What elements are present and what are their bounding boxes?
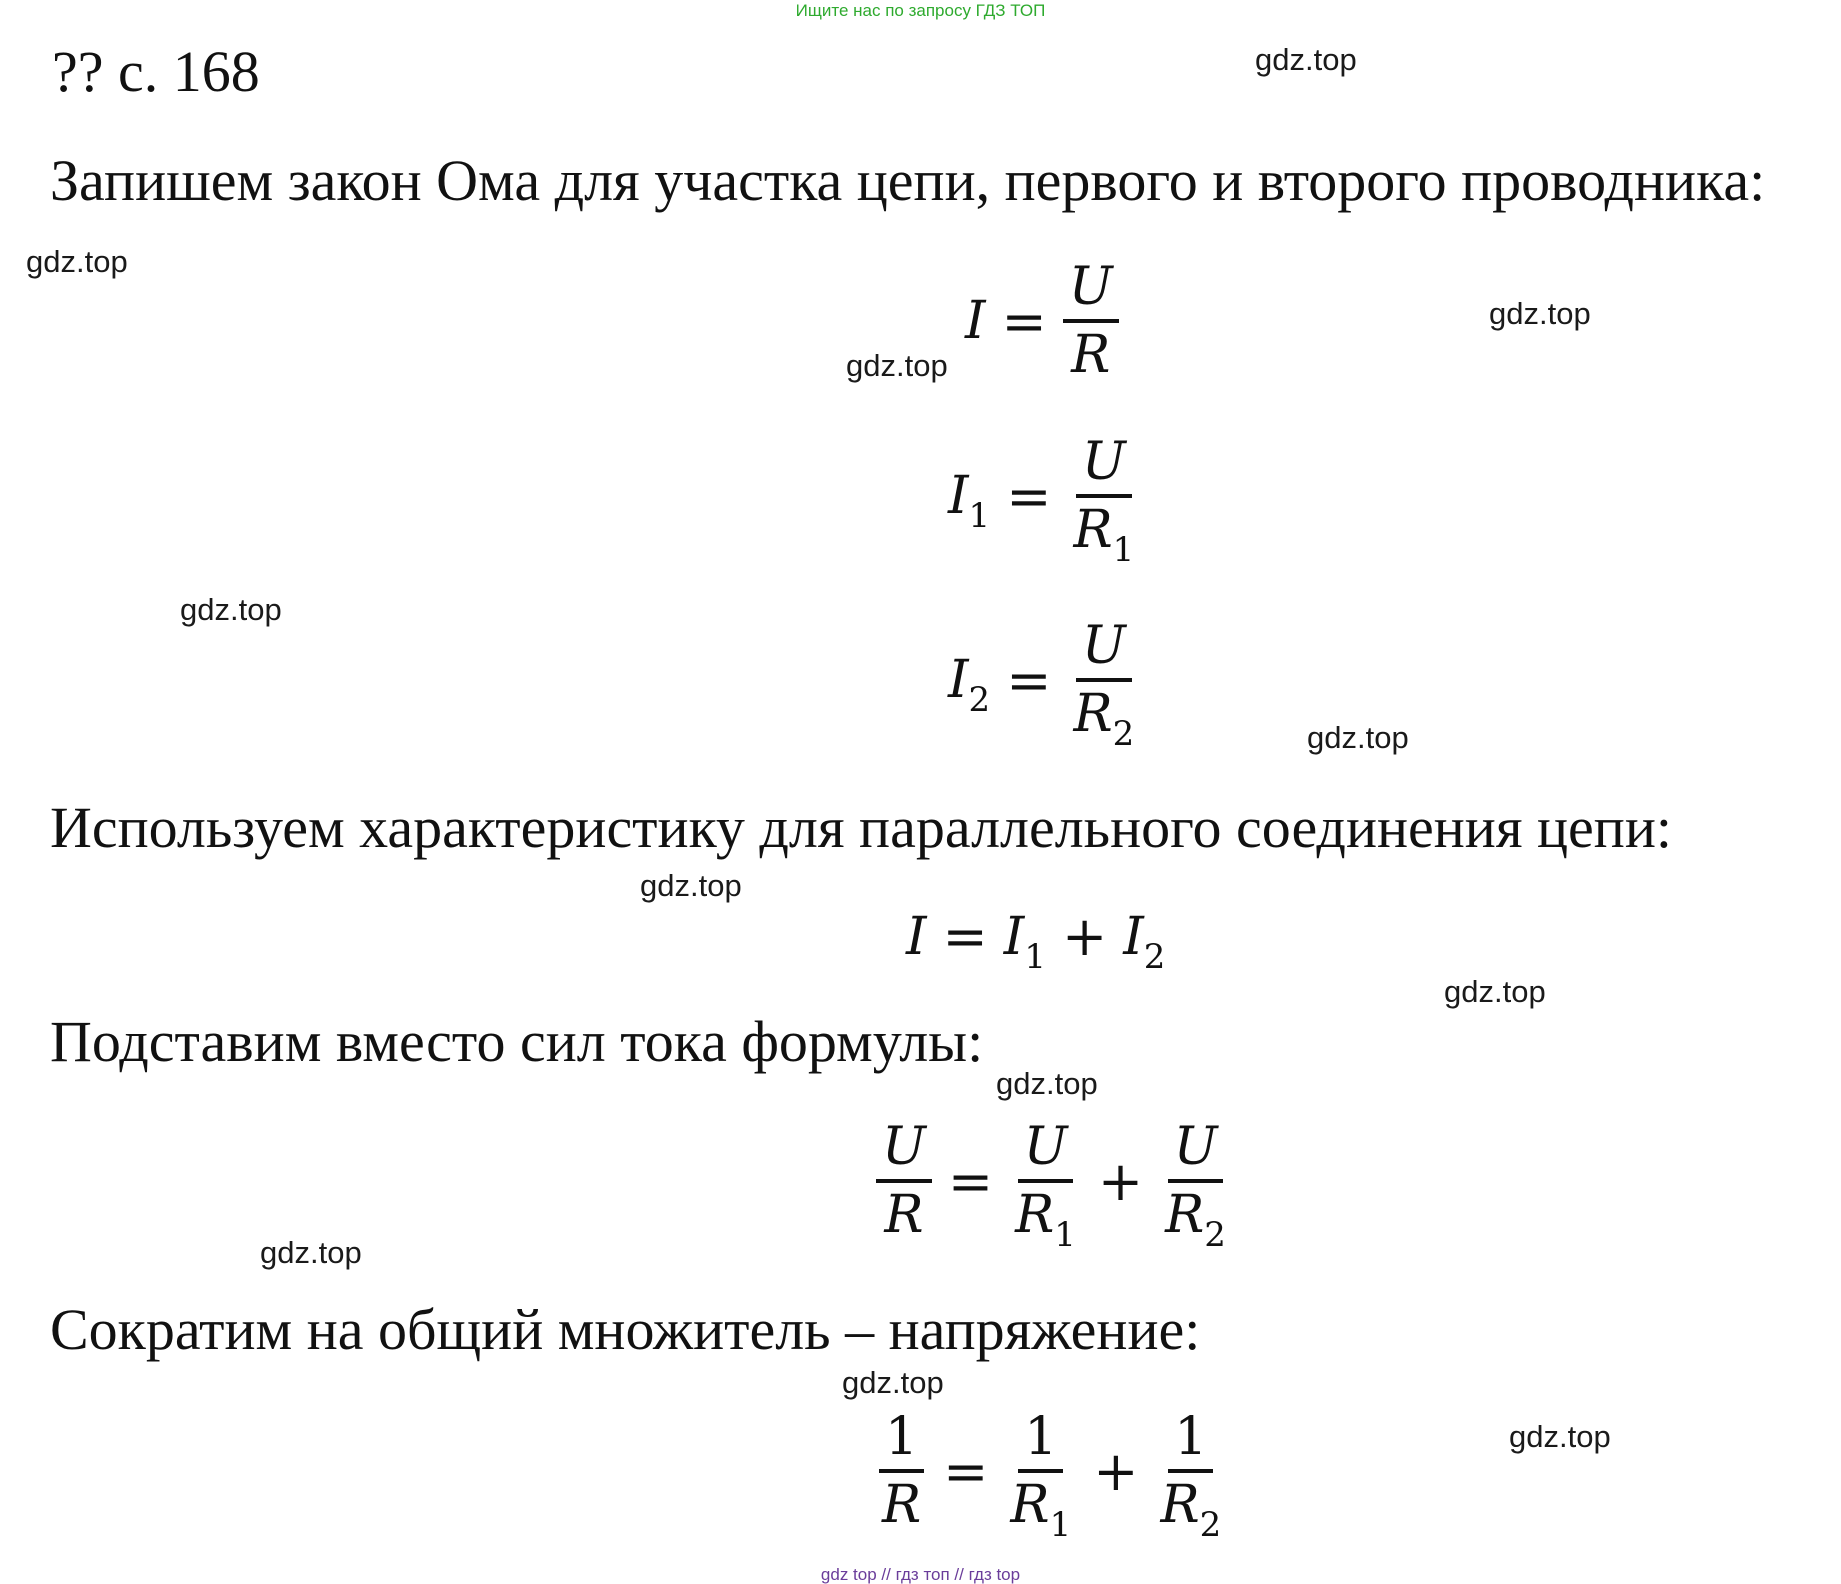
formula-var: $I_1$ (1003, 906, 1046, 977)
fraction-denominator: R (884, 1185, 924, 1245)
formula-operator: = (1001, 289, 1047, 353)
watermark: gdz.top (180, 592, 282, 627)
formula-ohm-first (948, 430, 1140, 570)
formula-operator: + (1093, 1439, 1139, 1503)
watermark: gdz.top (842, 1365, 944, 1400)
fraction-numerator: 1 (1018, 1405, 1063, 1473)
formula-operator: = (1006, 464, 1052, 528)
top-banner[interactable]: Ищите нас по запросу ГДЗ ТОП (795, 1, 1046, 20)
fraction-denominator: $R_2$ (1165, 1185, 1226, 1255)
fraction-denominator: $R_1$ (1010, 1475, 1072, 1545)
fraction-numerator: U (1018, 1115, 1074, 1183)
watermark: gdz.top (260, 1235, 362, 1270)
formula-fraction (876, 1405, 927, 1537)
watermark: gdz.top (1307, 720, 1409, 755)
fraction-denominator: $R_1$ (1073, 500, 1135, 570)
formula-var: $I_2$ (1123, 906, 1166, 977)
paragraph-substitute: Подставим вместо сил тока формулы: (50, 1009, 984, 1074)
formula-fraction (876, 1115, 932, 1247)
watermark: gdz.top (996, 1066, 1098, 1101)
watermark: gdz.top (26, 244, 128, 279)
fraction-numerator: U (1168, 1115, 1224, 1183)
watermark: gdz.top (1444, 974, 1546, 1009)
formula-fraction (1063, 255, 1119, 387)
fraction-numerator: U (1063, 255, 1119, 323)
paragraph-parallel: Используем характеристику для параллельного соединения цепи: (50, 795, 1672, 860)
formula-fraction (1009, 1115, 1082, 1255)
formula-operator: = (943, 1439, 989, 1503)
formula-operator: = (942, 905, 988, 968)
watermark: gdz.top (1489, 296, 1591, 331)
formula-operator: = (1006, 648, 1052, 712)
fraction-denominator: $R_1$ (1015, 1185, 1076, 1255)
formula-var: $I_2$ (948, 650, 991, 720)
formula-operator: = (947, 1149, 994, 1213)
page-title: ?? с. 168 (52, 39, 260, 104)
formula-var: $I_1$ (948, 466, 991, 536)
formula-resistance (876, 1405, 1227, 1545)
formula-var: I (965, 291, 986, 351)
formula-fraction (1067, 614, 1140, 754)
paragraph-simplify: Сократим на общий множитель – напряжение: (50, 1297, 1201, 1362)
footer-watermark[interactable]: gdz top // гдз топ // гдз top (820, 1565, 1021, 1584)
watermark: gdz.top (1255, 42, 1357, 77)
fraction-denominator: $R_2$ (1160, 1475, 1222, 1545)
fraction-numerator: 1 (1168, 1405, 1213, 1473)
fraction-denominator: R (882, 1475, 922, 1535)
formula-operator: + (1097, 1149, 1144, 1213)
formula-ohm-total (965, 255, 1119, 387)
fraction-denominator: R (1071, 325, 1111, 385)
watermark: gdz.top (640, 868, 742, 903)
fraction-numerator: U (1076, 430, 1132, 498)
formula-fraction (1067, 430, 1140, 570)
formula-operator: + (1061, 905, 1108, 968)
fraction-denominator: $R_2$ (1073, 684, 1135, 754)
watermark: gdz.top (1509, 1419, 1611, 1454)
formula-ohm-second (948, 614, 1140, 754)
formula-fraction (1159, 1115, 1232, 1255)
formula-fraction (1154, 1405, 1227, 1545)
fraction-numerator: 1 (879, 1405, 924, 1473)
watermark: gdz.top (846, 348, 948, 383)
paragraph-ohms-law: Запишем закон Ома для участка цепи, первого и второго проводника: (50, 148, 1766, 213)
fraction-numerator: U (876, 1115, 932, 1183)
formula-fraction (1004, 1405, 1077, 1545)
formula-var: I (906, 906, 927, 967)
formula-current-sum (906, 905, 1166, 977)
fraction-numerator: U (1076, 614, 1132, 682)
formula-substituted (876, 1115, 1232, 1255)
